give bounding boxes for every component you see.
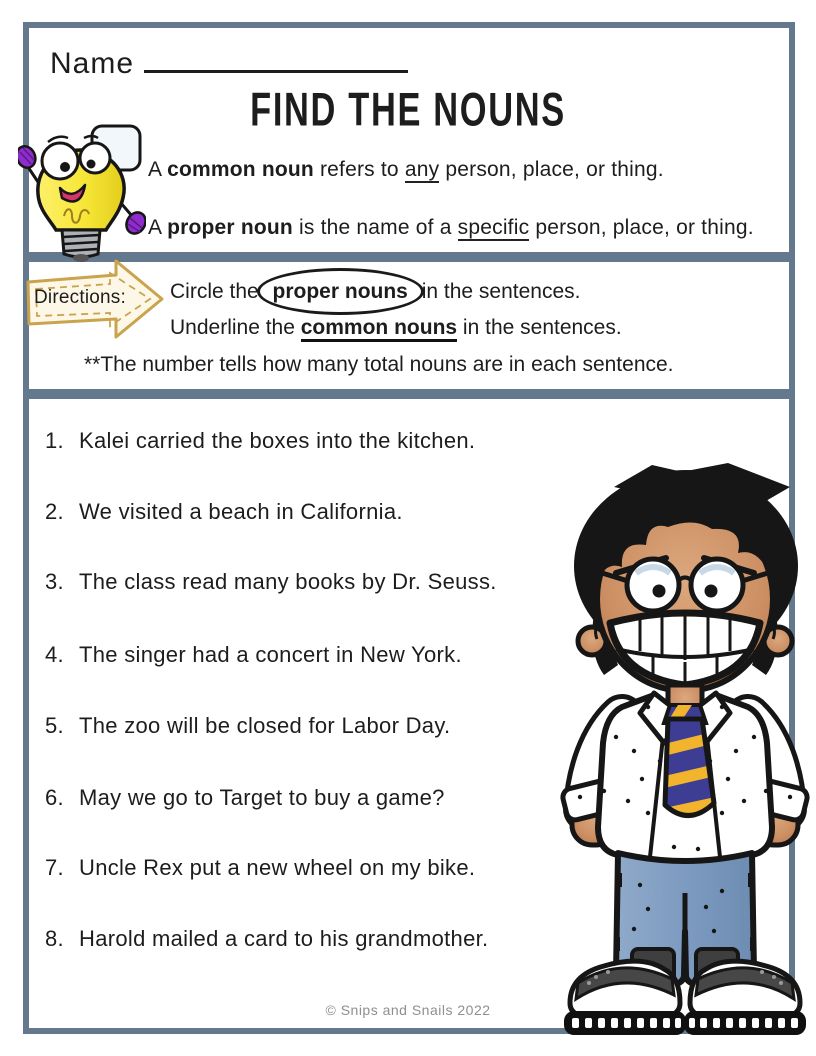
sentence-number: 6. <box>45 785 64 810</box>
definition-proper-noun <box>148 216 754 240</box>
sentence-number: 7. <box>45 855 64 880</box>
directions-note: **The number tells how many total nouns are in each sentence. <box>84 353 674 376</box>
sentence-number: 4. <box>45 642 64 667</box>
text-segment: is the name of a <box>292 216 458 239</box>
term-proper-noun: proper noun <box>167 216 293 239</box>
sentence-number: 1. <box>45 428 64 453</box>
text-segment: person, place, or thing. <box>439 158 664 181</box>
sentence-number: 8. <box>45 926 64 951</box>
sentence-number: 2. <box>45 499 64 524</box>
lightbulb-mascot-icon <box>18 124 146 264</box>
sentence-row-7 <box>45 855 475 881</box>
copyright-credit: © Snips and Snails 2022 <box>325 1002 491 1018</box>
sentence-text: Kalei carried the boxes into the kitchen. <box>79 428 476 453</box>
sentence-text: Uncle Rex put a new wheel on my bike. <box>79 855 476 880</box>
text-segment: Circle the <box>170 280 265 303</box>
sentence-text: Harold mailed a card to his grandmother. <box>79 926 489 951</box>
sentence-text: May we go to Target to buy a game? <box>79 785 445 810</box>
boy-character-icon <box>556 461 814 1038</box>
text-segment: in the sentences. <box>457 316 622 339</box>
underlined-word-specific: specific <box>457 216 530 239</box>
directions-circle-line <box>170 278 580 305</box>
sentence-row-6 <box>45 785 445 811</box>
circled-term-proper-nouns: proper nouns <box>257 268 424 315</box>
underlined-term-common-nouns: common nouns <box>301 316 457 342</box>
sentence-row-3 <box>45 569 497 595</box>
text-segment: in the sentences. <box>415 280 581 303</box>
page-title: FIND THE NOUNS <box>250 83 566 136</box>
sentence-text: The singer had a concert in New York. <box>79 642 462 667</box>
text-segment: A <box>148 158 168 181</box>
sentence-row-5 <box>45 713 450 739</box>
sentence-number: 3. <box>45 569 64 594</box>
sentence-text: The class read many books by Dr. Seuss. <box>79 569 497 594</box>
text-segment: refers to <box>313 158 405 181</box>
directions-underline-line <box>170 316 622 340</box>
text-segment: Underline the <box>170 316 301 339</box>
sentence-text: The zoo will be closed for Labor Day. <box>79 713 451 738</box>
directions-label: Directions: <box>34 287 126 308</box>
definition-common-noun <box>148 158 664 182</box>
sentence-row-8 <box>45 926 488 952</box>
term-common-noun: common noun <box>167 158 314 181</box>
sentence-number: 5. <box>45 713 64 738</box>
sentence-text: We visited a beach in California. <box>79 499 403 524</box>
sentence-row-2 <box>45 499 403 525</box>
name-row <box>50 44 408 81</box>
name-label: Name <box>50 47 135 80</box>
text-segment: person, place, or thing. <box>529 216 754 239</box>
underlined-word-any: any <box>404 158 440 181</box>
sentence-row-4 <box>45 642 462 668</box>
text-segment: A <box>148 216 168 239</box>
sentence-row-1 <box>45 428 475 454</box>
name-blank-line <box>144 44 408 73</box>
